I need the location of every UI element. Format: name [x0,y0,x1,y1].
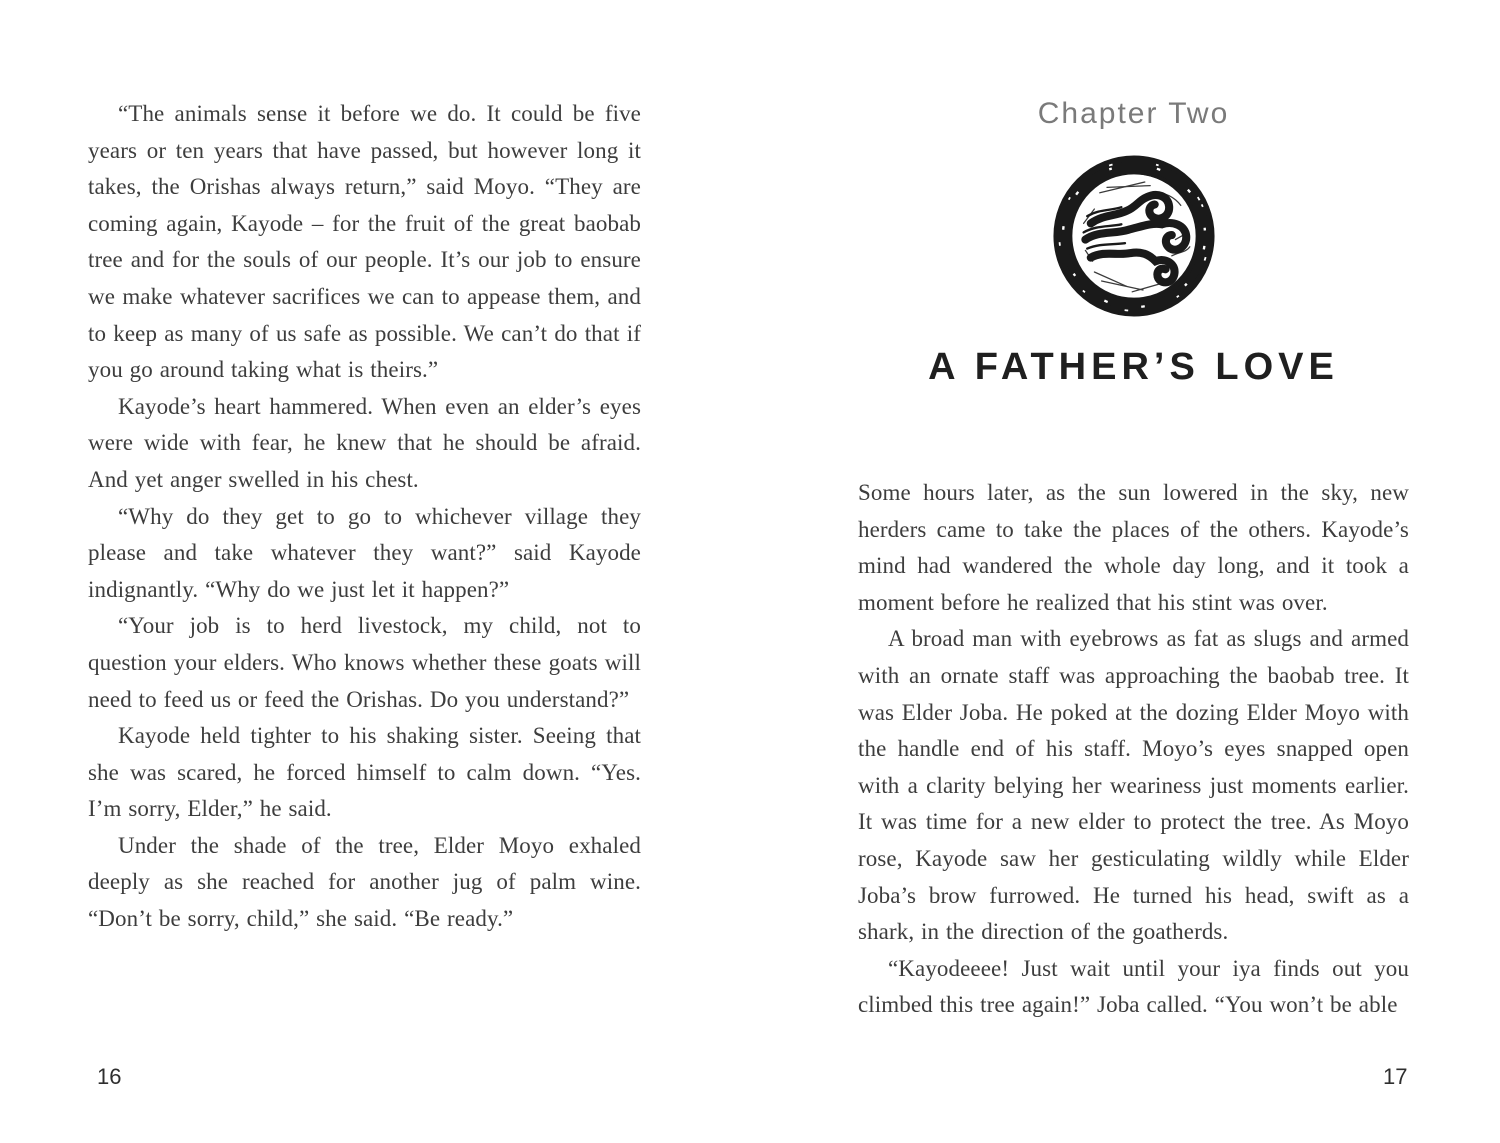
chapter-header [858,96,1409,390]
page-number-left: 16 [97,1064,122,1089]
paragraph: Under the shade of the tree, Elder Moyo exhaled deeply as she reached for another jug of palm wine. “Don’t be sorry, child,” she said. “Be ready.” [88,832,641,932]
paragraph: “Why do they get to go to whichever village they please and take whatever they want?” said Kayode indignantly. “Why do we just let it happen?” [88,503,641,602]
page-left-body-text [88,96,641,938]
page-number-right: 17 [1383,1064,1408,1089]
paragraph: “Kayodeeee! Just wait until your iya finds out you climbed this tree again!” Joba called. “You won’t be able [858,955,1409,1018]
paragraph: A broad man with eyebrows as fat as slugs and armed with an ornate staff was approaching the baobab tree. It was Elder Joba. He poked at the dozing Elder Moyo with the handle end of his staff. Moyo’s eyes snapped open with a clarity belying her weariness just moments earlier. It was time for a new elder to protect the tree. As Moyo rose, Kayode saw her gesticulating wildly while Elder Joba’s brow furrowed. He turned his head, swift as a shark, in the direction of the goatherds. [858,626,1409,945]
paragraph: Kayode’s heart hammered. When even an elder’s eyes were wide with fear, he knew that he should be afraid. And yet anger swelled in his chest. [88,393,641,492]
page-right-body-text [858,475,1409,1024]
chapter-title: A FATHER’S LOVE [928,346,1339,388]
paragraph: Some hours later, as the sun lowered in the sky, new herders came to take the places of the others. Kayode’s mind had wandered the whole day long, and it took a moment before he realized that his stint was over. [858,480,1409,615]
chapter-label: Chapter Two [1037,97,1230,130]
paragraph: “The animals sense it before we do. It could be five years or ten years that have passed, but however long it takes, the Orishas always return,” said Moyo. “They are coming again, Kayode – for the fruit of the great baobab tree and for the souls of our people. It’s our job to ensure we make whatever sacrifices we can to appease them, and to keep as many of us safe as possible. We can’t do that if you go around taking what is theirs.” [88,101,641,383]
page-left [88,96,641,938]
wind-swirl-emblem-icon [1044,146,1224,326]
paragraph: “Your job is to herd livestock, my child, not to question your elders. Who knows whether these goats will need to feed us or feed the Orishas. Do you understand?” [88,613,641,712]
paragraph: Kayode held tighter to his shaking sister. Seeing that she was scared, he forced himself to calm down. “Yes. I’m sorry, Elder,” he said. [88,723,641,822]
page-right [858,96,1409,1024]
